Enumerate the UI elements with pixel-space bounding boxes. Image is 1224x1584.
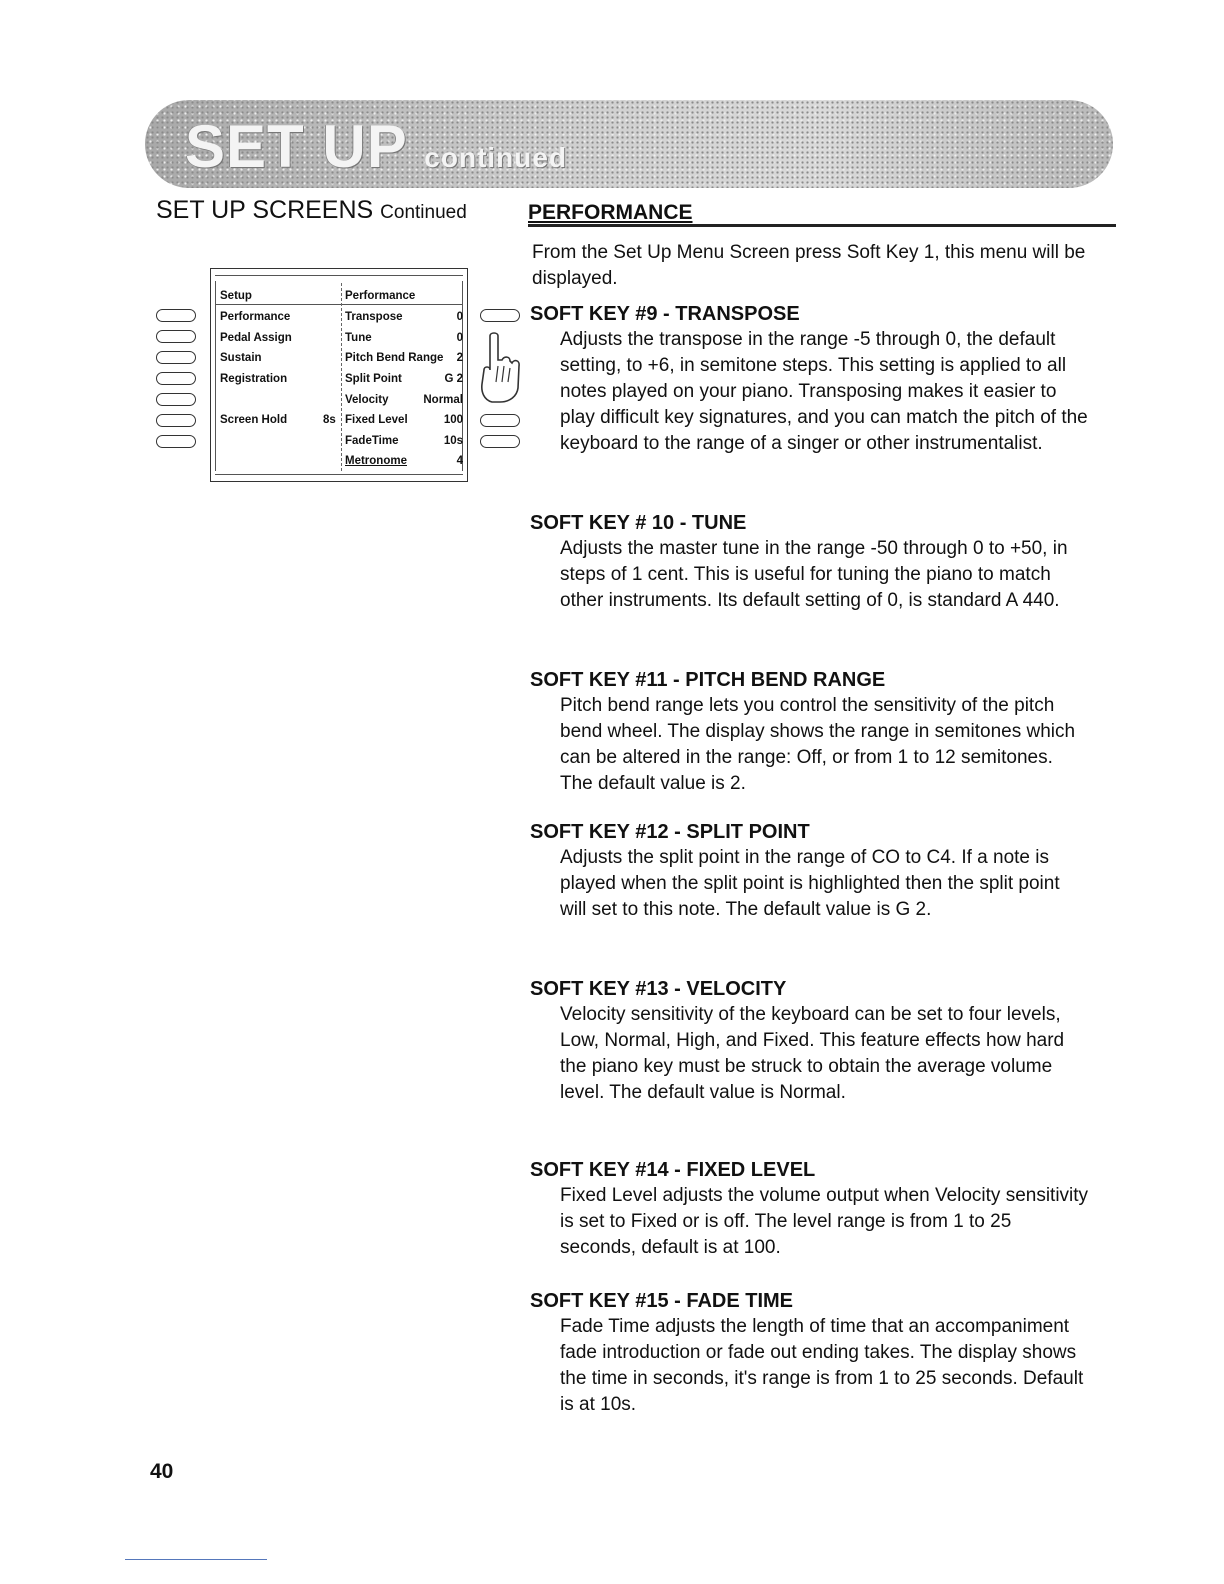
section-body-transpose: Adjusts the transpose in the range -5 through 0, the default setting, to +6, in semitone steps. This setting is applied to all notes played on your piano. Transposing makes it easier to play difficult key signatures, and you can match the pitch of the keyboard to the range of a singer or other instrumentalist.: [560, 329, 1088, 454]
lcd-item-velocity: Velocity Normal: [345, 394, 463, 406]
section-tune: [530, 510, 1090, 614]
lcd-frame-top: [215, 275, 463, 276]
lcd-item-pitch-bend-range: Pitch Bend Range 2: [345, 352, 463, 364]
right-soft-key-14: [480, 414, 520, 427]
lcd-item-transpose: Transpose 0: [345, 311, 463, 323]
lcd-item-fade-time: FadeTime 10s: [345, 435, 463, 447]
section-body-tune: Adjusts the master tune in the range -50 through 0 to +50, in steps of 1 cent. This is useful for tuning the piano to match other instruments. Its default setting of 0, is standard A 440.: [560, 538, 1068, 611]
section-body-split-point: Adjusts the split point in the range of CO to C4. If a note is played when the split point is highlighted then the split point will set to this note. The default value is G 2.: [560, 847, 1060, 920]
left-soft-key-3: [156, 351, 196, 364]
lcd-menu-pedal-assign: Pedal Assign: [220, 332, 292, 344]
section-title-pitch-bend-range: SOFT KEY #11 - PITCH BEND RANGE: [530, 669, 886, 691]
page-number: 40: [150, 1460, 174, 1483]
lcd-item-fixed-level: Fixed Level 100: [345, 414, 463, 426]
left-soft-key-4: [156, 372, 196, 385]
section-body-pitch-bend-range: Pitch bend range lets you control the sensitivity of the pitch bend wheel. The display shows the range in semitones which can be altered in the range: Off, or from 1 to 12 semitones. The default value is 2.: [560, 695, 1076, 794]
lcd-title-underline-right: [342, 304, 463, 305]
lcd-title-underline-left: [215, 304, 341, 305]
section-split-point: [530, 819, 1090, 923]
banner-subtitle: continued: [424, 142, 568, 173]
banner-title: SET UP continued: [185, 113, 568, 180]
section-title-fixed-level: SOFT KEY #14 - FIXED LEVEL: [530, 1159, 816, 1181]
left-soft-key-5: [156, 393, 196, 406]
section-title-split-point: SOFT KEY #12 - SPLIT POINT: [530, 821, 810, 843]
screens-heading: SET UP SCREENS Continued: [156, 196, 467, 224]
section-body-fixed-level: Fixed Level adjusts the volume output when Velocity sensitivity is set to Fixed or is off. The level range is from 1 to 25 seconds, default is at 100.: [560, 1185, 1089, 1258]
performance-heading: PERFORMANCE: [528, 201, 693, 224]
footer-line: [125, 1559, 267, 1560]
lcd-frame-left: [215, 281, 216, 471]
left-soft-key-1: [156, 309, 196, 322]
lcd-frame-bottom: [215, 474, 463, 475]
heading-rule: [528, 224, 1116, 227]
section-title-fade-time: SOFT KEY #15 - FADE TIME: [530, 1290, 794, 1312]
lcd-item-tune: Tune 0: [345, 332, 463, 344]
section-body-velocity: Velocity sensitivity of the keyboard can be set to four levels, Low, Normal, High, and Fixed. This feature effects how hard the piano key must be struck to obtain the average volume level. The default value is Normal.: [560, 1004, 1065, 1103]
intro-text: From the Set Up Menu Screen press Soft Key 1, this menu will be displayed.: [532, 242, 1086, 289]
lcd-screen-hold-value: 8s: [323, 414, 336, 426]
section-pitch-bend-range: [530, 667, 1090, 797]
lcd-menu-sustain: Sustain: [220, 352, 262, 364]
lcd-display: [210, 268, 468, 482]
section-fade-time: [530, 1288, 1090, 1418]
lcd-menu-screen-hold: Screen Hold: [220, 414, 288, 426]
right-soft-key-15: [480, 435, 520, 448]
left-soft-key-6: [156, 414, 196, 427]
left-soft-key-7: [156, 435, 196, 448]
section-velocity: [530, 976, 1090, 1106]
section-body-fade-time: Fade Time adjusts the length of time that an accompaniment fade introduction or fade out ending takes. The display shows the time in seconds, it's range is from 1 to 25 seconds. Default is at 10s.: [560, 1316, 1084, 1415]
section-title-tune: SOFT KEY # 10 - TUNE: [530, 512, 747, 534]
section-title-velocity: SOFT KEY #13 - VELOCITY: [530, 978, 787, 1000]
lcd-menu-registration: Registration: [220, 373, 288, 385]
title-banner: [145, 100, 1113, 188]
lcd-right-title: Performance: [345, 290, 416, 302]
lcd-menu-performance: Performance: [220, 311, 291, 323]
lcd-column-divider: [341, 283, 342, 471]
section-fixed-level: [530, 1157, 1090, 1261]
lcd-left-title: Setup: [220, 290, 252, 302]
left-soft-key-2: [156, 330, 196, 343]
lcd-item-split-point: Split Point G 2: [345, 373, 463, 385]
pointing-hand-icon: [474, 330, 524, 410]
section-title-transpose: SOFT KEY #9 - TRANSPOSE: [530, 303, 800, 325]
right-soft-key-9: [480, 309, 520, 322]
section-transpose: [530, 301, 1090, 457]
lcd-item-metronome: Metronome 4: [345, 455, 463, 467]
screens-heading-sub: Continued: [380, 202, 467, 223]
